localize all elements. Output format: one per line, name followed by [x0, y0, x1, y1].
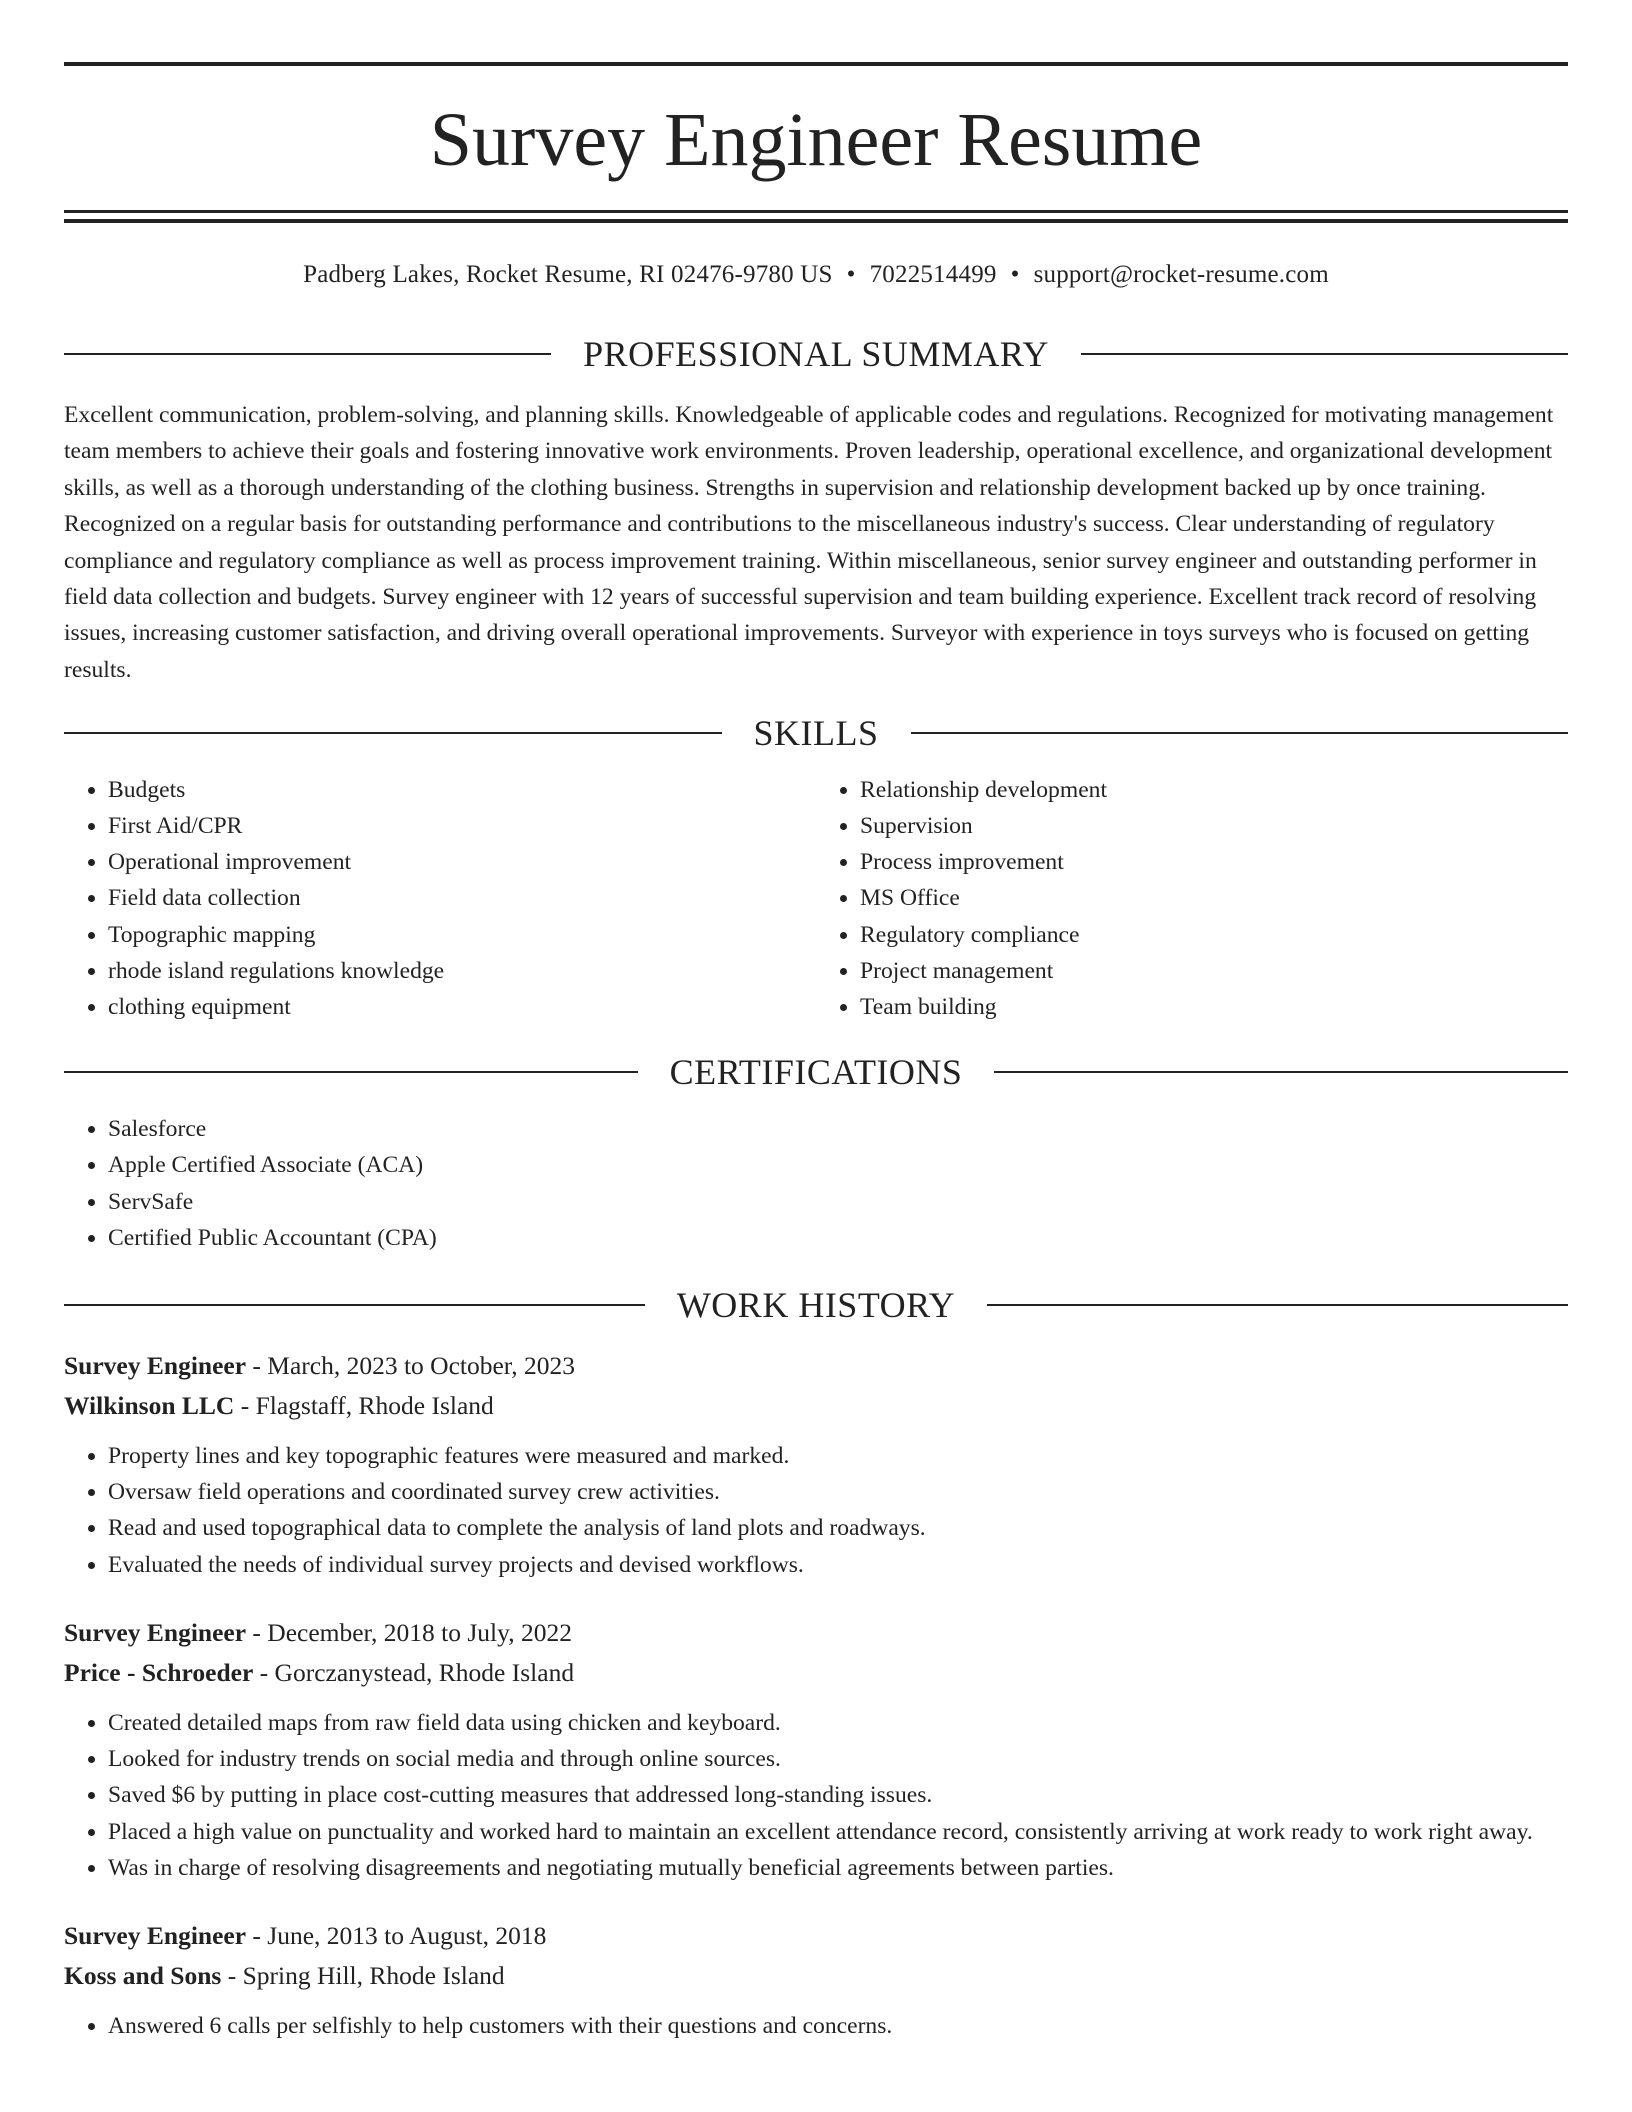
job-role: Survey Engineer — [64, 1351, 247, 1381]
page-title: Survey Engineer Resume — [429, 98, 1203, 182]
job-company-line — [64, 1956, 1568, 1996]
skills-list-right — [816, 772, 1568, 1025]
section-rule — [64, 1071, 638, 1073]
title-double-rule — [64, 210, 1568, 223]
section-title: CERTIFICATIONS — [669, 1052, 963, 1093]
section-header-summary — [64, 333, 1568, 375]
job-role: Survey Engineer — [64, 1617, 247, 1647]
job-bullets — [64, 1705, 1568, 1886]
contact-email: support@rocket-resume.com — [1033, 261, 1329, 288]
job-entry — [64, 1613, 1568, 1886]
job-location: - Flagstaff, Rhode Island — [234, 1391, 494, 1421]
job-company-line — [64, 1386, 1568, 1426]
list-item: • Topographic mapping — [108, 917, 816, 953]
list-item: • Placed a high value on punctuality and worked hard to maintain an excellent attendance record, consistently arriving at work ready to work right away. — [108, 1814, 1568, 1850]
list-item: • Evaluated the needs of individual survey projects and devised workflows. — [108, 1547, 1568, 1583]
job-title-line — [64, 1346, 1568, 1386]
list-item: • Certified Public Accountant (CPA) — [108, 1220, 1568, 1256]
list-item: • Oversaw field operations and coordinated survey crew activities. — [108, 1474, 1568, 1510]
contact-address: Padberg Lakes, Rocket Resume, RI 02476-9780 US — [303, 261, 833, 288]
list-item: • Process improvement — [860, 844, 1568, 880]
section-header-work — [64, 1284, 1568, 1326]
section-rule — [1081, 353, 1568, 355]
list-item: • Was in charge of resolving disagreements and negotiating mutually beneficial agreements between parties. — [108, 1850, 1568, 1886]
contact-separator: • — [1010, 261, 1020, 288]
list-item: • Apple Certified Associate (ACA) — [108, 1147, 1568, 1183]
list-item: • First Aid/CPR — [108, 808, 816, 844]
section-title: WORK HISTORY — [676, 1285, 956, 1326]
job-title-line — [64, 1916, 1568, 1956]
section-rule — [987, 1304, 1568, 1306]
section-rule — [64, 1304, 645, 1306]
skills-list-left — [64, 772, 816, 1025]
list-item: • Budgets — [108, 772, 816, 808]
list-item: • Relationship development — [860, 772, 1568, 808]
list-item: • Field data collection — [108, 880, 816, 916]
list-item: • Regulatory compliance — [860, 917, 1568, 953]
job-dates: - June, 2013 to August, 2018 — [246, 1920, 547, 1950]
section-rule — [994, 1071, 1568, 1073]
list-item: • Looked for industry trends on social media and through online sources. — [108, 1741, 1568, 1777]
list-item: • Operational improvement — [108, 844, 816, 880]
section-rule — [64, 732, 722, 734]
certifications-list — [64, 1111, 1568, 1256]
job-location: - Gorczanystead, Rhode Island — [253, 1657, 575, 1687]
list-item: • Supervision — [860, 808, 1568, 844]
job-dates: - December, 2018 to July, 2022 — [246, 1617, 572, 1647]
section-header-skills — [64, 712, 1568, 754]
list-item: • Salesforce — [108, 1111, 1568, 1147]
list-item: • Created detailed maps from raw field data using chicken and keyboard. — [108, 1705, 1568, 1741]
contact-separator: • — [846, 261, 856, 288]
section-title: PROFESSIONAL SUMMARY — [583, 334, 1049, 374]
resume-page — [64, 0, 1568, 2044]
job-company-line — [64, 1653, 1568, 1693]
job-title-line — [64, 1613, 1568, 1653]
job-bullets — [64, 2008, 1568, 2044]
list-item: • Saved $6 by putting in place cost-cutting measures that addressed long-standing issues. — [108, 1777, 1568, 1813]
job-company: Wilkinson LLC — [64, 1391, 235, 1421]
job-location: - Spring Hill, Rhode Island — [221, 1960, 505, 1990]
section-title: SKILLS — [753, 712, 879, 753]
list-item: • rhode island regulations knowledge — [108, 953, 816, 989]
list-item: • Project management — [860, 953, 1568, 989]
list-item: • MS Office — [860, 880, 1568, 916]
list-item: • Team building — [860, 989, 1568, 1025]
list-item: • Answered 6 calls per selfishly to help customers with their questions and concerns. — [108, 2008, 1568, 2044]
contact-line — [64, 261, 1568, 289]
contact-phone: 7022514499 — [869, 261, 997, 288]
professional-summary: Excellent communication, problem-solving, and planning skills. Knowledgeable of applicable codes and regulations. Recognized for motivating management team members to achieve their goals and fostering innovative work environments. Proven leadership, operational excellence, and organizational development skills, as well as a thorough understanding of the clothing business. Strengths in supervision and relationship development backed up by once training. Recognized on a regular basis for outstanding performance and contributions to the miscellaneous industry's success. Clear understanding of regulatory compliance and regulatory compliance as well as process improvement training. Within miscellaneous, senior survey engineer and outstanding performer in field data collection and budgets. Survey engineer with 12 years of successful supervision and team building experience. Excellent track record of resolving issues, increasing customer satisfaction, and driving overall operational improvements. Surveyor with experience in toys surveys who is focused on getting results. — [64, 402, 1554, 683]
job-entry — [64, 1346, 1568, 1583]
list-item: • clothing equipment — [108, 989, 816, 1025]
list-item: • Property lines and key topographic features were measured and marked. — [108, 1438, 1568, 1474]
list-item: • ServSafe — [108, 1184, 1568, 1220]
job-bullets — [64, 1438, 1568, 1583]
skills-columns — [64, 754, 1568, 1025]
section-rule — [64, 353, 551, 355]
job-company: Koss and Sons — [64, 1960, 222, 1990]
section-header-certifications — [64, 1051, 1568, 1093]
job-role: Survey Engineer — [64, 1920, 247, 1950]
job-entry — [64, 1916, 1568, 2044]
job-dates: - March, 2023 to October, 2023 — [246, 1351, 576, 1381]
section-rule — [911, 732, 1569, 734]
job-company: Price - Schroeder — [64, 1657, 254, 1687]
list-item: • Read and used topographical data to complete the analysis of land plots and roadways. — [108, 1510, 1568, 1546]
top-rule — [64, 62, 1568, 66]
work-history — [64, 1346, 1568, 2044]
